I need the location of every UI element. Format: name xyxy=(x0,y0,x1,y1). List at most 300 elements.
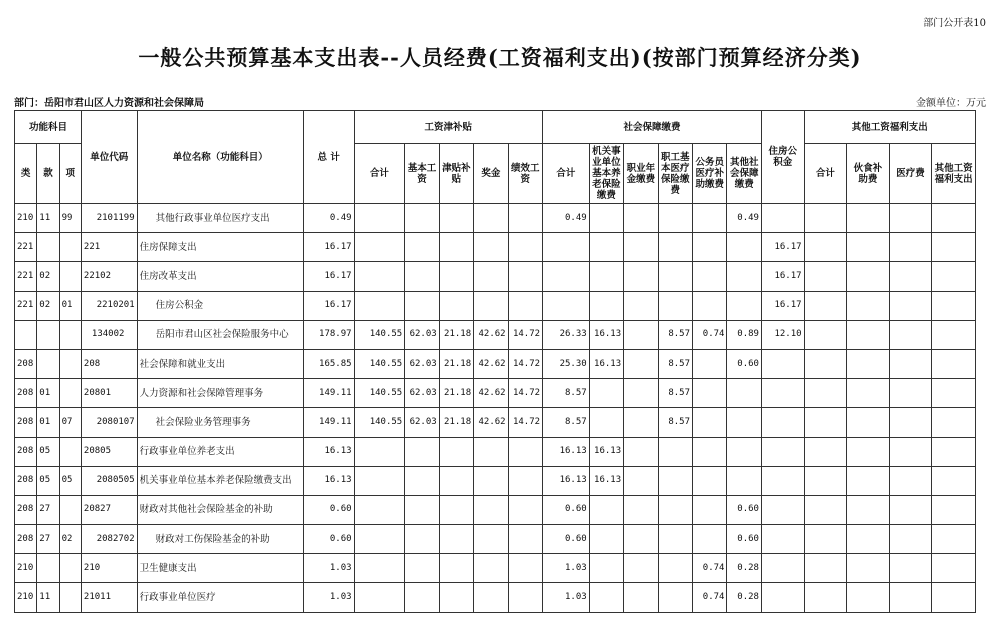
base-wage-cell: 62.03 xyxy=(405,379,439,408)
meal-cell xyxy=(847,320,890,349)
other-welfare-cell xyxy=(932,262,976,291)
kuan-header: 款 xyxy=(37,144,59,204)
other-total-cell xyxy=(804,554,847,583)
wage-total-cell: 140.55 xyxy=(354,379,405,408)
xiang-cell xyxy=(59,262,81,291)
table-row xyxy=(15,291,976,320)
medical-fee-cell xyxy=(889,554,932,583)
meal-cell xyxy=(847,554,890,583)
other-welfare-cell xyxy=(932,495,976,524)
medical-fee-cell xyxy=(889,291,932,320)
func-subject-header: 功能科目 xyxy=(15,111,82,144)
kuan-cell: 27 xyxy=(37,525,59,554)
wage-total-cell xyxy=(354,466,405,495)
table-row xyxy=(15,233,976,262)
unit-code-cell: 2210201 xyxy=(81,291,137,320)
kuan-cell xyxy=(37,554,59,583)
annuity-cell xyxy=(624,204,658,233)
civil-medical-cell xyxy=(693,262,727,291)
unit-code-cell: 22102 xyxy=(81,262,137,291)
pension-cell: 16.13 xyxy=(589,437,623,466)
table-body xyxy=(15,204,976,613)
xiang-cell xyxy=(59,349,81,378)
base-wage-cell xyxy=(405,495,439,524)
annuity-cell xyxy=(624,379,658,408)
ss-total-cell: 16.13 xyxy=(543,437,590,466)
base-wage-cell xyxy=(405,204,439,233)
allowance-cell xyxy=(439,525,473,554)
unit-name-cell: 岳阳市君山区社会保险服务中心 xyxy=(137,320,303,349)
housing-cell xyxy=(761,349,804,378)
bonus-cell xyxy=(474,437,508,466)
bonus-cell xyxy=(474,554,508,583)
medical-cell xyxy=(658,495,692,524)
other-ss-cell: 0.60 xyxy=(727,525,762,554)
table-row xyxy=(15,437,976,466)
total-cell: 1.03 xyxy=(303,583,354,612)
bonus-cell: 42.62 xyxy=(474,320,508,349)
ss-total-cell xyxy=(543,291,590,320)
medical-cell xyxy=(658,554,692,583)
base-wage-cell xyxy=(405,583,439,612)
unit-code-header: 单位代码 xyxy=(81,111,137,204)
xiang-header: 项 xyxy=(59,144,81,204)
other-ss-cell xyxy=(727,291,762,320)
base-wage-cell xyxy=(405,233,439,262)
annuity-header: 职业年金缴费 xyxy=(624,144,658,204)
medical-cell xyxy=(658,262,692,291)
pension-cell: 16.13 xyxy=(589,320,623,349)
medical-fee-cell xyxy=(889,262,932,291)
xiang-cell: 01 xyxy=(59,291,81,320)
housing-cell: 16.17 xyxy=(761,262,804,291)
other-total-cell xyxy=(804,583,847,612)
table-row xyxy=(15,204,976,233)
wage-total-cell xyxy=(354,233,405,262)
performance-wage-cell xyxy=(508,233,542,262)
annuity-cell xyxy=(624,466,658,495)
xiang-cell: 99 xyxy=(59,204,81,233)
medical-fee-cell xyxy=(889,408,932,437)
meal-cell xyxy=(847,204,890,233)
unit-name-cell: 住房改革支出 xyxy=(137,262,303,291)
allowance-cell: 21.18 xyxy=(439,379,473,408)
ss-total-cell: 0.49 xyxy=(543,204,590,233)
base-wage-cell xyxy=(405,466,439,495)
total-cell: 16.17 xyxy=(303,233,354,262)
other-welfare-cell xyxy=(932,349,976,378)
performance-wage-cell xyxy=(508,554,542,583)
other-welfare-cell xyxy=(932,554,976,583)
bonus-cell: 42.62 xyxy=(474,349,508,378)
kuan-cell: 01 xyxy=(37,379,59,408)
table-row xyxy=(15,525,976,554)
allowance-cell: 21.18 xyxy=(439,349,473,378)
other-total-cell xyxy=(804,466,847,495)
annuity-cell xyxy=(624,349,658,378)
xiang-cell: 05 xyxy=(59,466,81,495)
other-welfare-cell xyxy=(932,583,976,612)
unit-code-cell: 221 xyxy=(81,233,137,262)
lei-cell: 210 xyxy=(15,583,37,612)
other-ss-cell: 0.60 xyxy=(727,495,762,524)
allowance-cell: 21.18 xyxy=(439,320,473,349)
unit-name-header: 单位名称（功能科目） xyxy=(137,111,303,204)
allowance-cell xyxy=(439,583,473,612)
other-ss-cell: 0.89 xyxy=(727,320,762,349)
allowance-header: 津贴补贴 xyxy=(439,144,473,204)
unit-name-cell: 住房公积金 xyxy=(137,291,303,320)
medical-fee-cell xyxy=(889,437,932,466)
total-cell: 149.11 xyxy=(303,379,354,408)
other-total-cell xyxy=(804,525,847,554)
other-welfare-cell xyxy=(932,204,976,233)
table-row xyxy=(15,495,976,524)
lei-cell: 208 xyxy=(15,349,37,378)
unit-code-cell: 20801 xyxy=(81,379,137,408)
lei-cell: 208 xyxy=(15,495,37,524)
unit-code-cell: 20827 xyxy=(81,495,137,524)
table-row xyxy=(15,554,976,583)
ss-total-cell xyxy=(543,233,590,262)
kuan-cell: 27 xyxy=(37,495,59,524)
lei-header: 类 xyxy=(15,144,37,204)
performance-wage-cell xyxy=(508,291,542,320)
allowance-cell: 21.18 xyxy=(439,408,473,437)
other-welfare-cell xyxy=(932,525,976,554)
other-ss-cell xyxy=(727,466,762,495)
performance-wage-cell: 14.72 xyxy=(508,320,542,349)
meal-cell xyxy=(847,349,890,378)
unit-code-cell: 2080107 xyxy=(81,408,137,437)
ss-total-cell: 16.13 xyxy=(543,466,590,495)
unit-name-cell: 行政事业单位养老支出 xyxy=(137,437,303,466)
other-ss-cell xyxy=(727,233,762,262)
unit-name-cell: 住房保障支出 xyxy=(137,233,303,262)
table-row xyxy=(15,466,976,495)
kuan-cell xyxy=(37,349,59,378)
total-cell: 1.03 xyxy=(303,554,354,583)
meal-cell xyxy=(847,437,890,466)
pension-cell xyxy=(589,525,623,554)
performance-wage-cell: 14.72 xyxy=(508,349,542,378)
kuan-cell: 05 xyxy=(37,466,59,495)
housing-fund-header: 住房公积金 xyxy=(761,111,804,204)
ss-total-cell: 1.03 xyxy=(543,583,590,612)
wage-total-cell: 140.55 xyxy=(354,320,405,349)
wage-total-cell xyxy=(354,204,405,233)
other-total-cell xyxy=(804,291,847,320)
unit-code-cell: 20805 xyxy=(81,437,137,466)
xiang-cell xyxy=(59,379,81,408)
pension-cell xyxy=(589,262,623,291)
ss-total-cell: 8.57 xyxy=(543,408,590,437)
medical-fee-cell xyxy=(889,204,932,233)
medical-fee-cell xyxy=(889,495,932,524)
social-security-group-header: 社会保障缴费 xyxy=(543,111,762,144)
department-label: 部门：岳阳市君山区人力资源和社会保障局 xyxy=(14,98,204,109)
allowance-cell xyxy=(439,204,473,233)
wage-total-cell: 140.55 xyxy=(354,408,405,437)
civil-medical-cell xyxy=(693,408,727,437)
wage-total-cell xyxy=(354,583,405,612)
kuan-cell xyxy=(37,320,59,349)
kuan-cell: 05 xyxy=(37,437,59,466)
ss-total-cell xyxy=(543,262,590,291)
pension-cell: 16.13 xyxy=(589,349,623,378)
kuan-cell xyxy=(37,233,59,262)
annuity-cell xyxy=(624,495,658,524)
allowance-cell xyxy=(439,495,473,524)
base-wage-cell xyxy=(405,554,439,583)
medical-fee-cell xyxy=(889,349,932,378)
table-row xyxy=(15,262,976,291)
lei-cell: 208 xyxy=(15,466,37,495)
civil-medical-cell: 0.74 xyxy=(693,320,727,349)
other-welfare-cell xyxy=(932,320,976,349)
lei-cell: 221 xyxy=(15,233,37,262)
ss-total-cell: 25.30 xyxy=(543,349,590,378)
other-ss-cell: 0.28 xyxy=(727,554,762,583)
allowance-cell xyxy=(439,554,473,583)
lei-cell: 221 xyxy=(15,291,37,320)
annuity-cell xyxy=(624,320,658,349)
other-ss-cell xyxy=(727,437,762,466)
civil-medical-cell: 0.74 xyxy=(693,583,727,612)
housing-cell xyxy=(761,466,804,495)
amount-unit-label: 金额单位：万元 xyxy=(916,98,986,109)
housing-cell: 12.10 xyxy=(761,320,804,349)
other-social-security-header: 其他社会保障缴费 xyxy=(727,144,762,204)
pension-cell xyxy=(589,583,623,612)
civil-medical-cell xyxy=(693,466,727,495)
pension-cell xyxy=(589,379,623,408)
annuity-cell xyxy=(624,583,658,612)
other-welfare-cell xyxy=(932,466,976,495)
unit-code-cell: 134002 xyxy=(81,320,137,349)
meal-subsidy-header: 伙食补助费 xyxy=(847,144,890,204)
bonus-cell: 42.62 xyxy=(474,379,508,408)
performance-wage-cell xyxy=(508,495,542,524)
meal-cell xyxy=(847,466,890,495)
other-ss-cell xyxy=(727,408,762,437)
medical-fee-cell xyxy=(889,466,932,495)
pension-cell xyxy=(589,291,623,320)
kuan-cell: 11 xyxy=(37,204,59,233)
xiang-cell xyxy=(59,320,81,349)
ss-total-cell: 0.60 xyxy=(543,495,590,524)
ss-total-cell: 8.57 xyxy=(543,379,590,408)
base-wage-cell: 62.03 xyxy=(405,349,439,378)
medical-cell: 8.57 xyxy=(658,349,692,378)
base-wage-cell xyxy=(405,262,439,291)
meal-cell xyxy=(847,262,890,291)
performance-wage-cell: 14.72 xyxy=(508,408,542,437)
other-total-cell xyxy=(804,349,847,378)
kuan-cell: 02 xyxy=(37,291,59,320)
other-ss-cell xyxy=(727,262,762,291)
pension-cell xyxy=(589,408,623,437)
table-row xyxy=(15,320,976,349)
bonus-header: 奖金 xyxy=(474,144,508,204)
pension-cell xyxy=(589,495,623,524)
performance-wage-cell: 14.72 xyxy=(508,379,542,408)
meal-cell xyxy=(847,379,890,408)
medical-fee-cell xyxy=(889,379,932,408)
civil-medical-cell xyxy=(693,204,727,233)
base-wage-cell: 62.03 xyxy=(405,408,439,437)
ss-total-cell: 1.03 xyxy=(543,554,590,583)
allowance-cell xyxy=(439,466,473,495)
total-cell: 16.17 xyxy=(303,291,354,320)
total-cell: 0.49 xyxy=(303,204,354,233)
bonus-cell xyxy=(474,466,508,495)
total-cell: 0.60 xyxy=(303,495,354,524)
medical-fee-cell xyxy=(889,583,932,612)
annuity-cell xyxy=(624,525,658,554)
medical-cell xyxy=(658,233,692,262)
unit-code-cell: 2101199 xyxy=(81,204,137,233)
housing-cell xyxy=(761,525,804,554)
total-cell: 0.60 xyxy=(303,525,354,554)
other-total-header: 合计 xyxy=(804,144,847,204)
housing-cell xyxy=(761,204,804,233)
wage-total-cell xyxy=(354,554,405,583)
lei-cell xyxy=(15,320,37,349)
unit-name-cell: 其他行政事业单位医疗支出 xyxy=(137,204,303,233)
wage-group-header: 工资津补贴 xyxy=(354,111,543,144)
medical-cell: 8.57 xyxy=(658,379,692,408)
performance-wage-cell xyxy=(508,437,542,466)
base-wage-cell xyxy=(405,525,439,554)
ss-total-cell: 0.60 xyxy=(543,525,590,554)
budget-table xyxy=(14,110,976,613)
pension-cell xyxy=(589,233,623,262)
medical-fee-cell xyxy=(889,320,932,349)
bonus-cell xyxy=(474,495,508,524)
unit-code-cell: 208 xyxy=(81,349,137,378)
other-welfare-cell xyxy=(932,437,976,466)
civil-servant-medical-header: 公务员医疗补助缴费 xyxy=(693,144,727,204)
other-welfare-cell xyxy=(932,291,976,320)
lei-cell: 208 xyxy=(15,437,37,466)
lei-cell: 210 xyxy=(15,204,37,233)
pension-cell: 16.13 xyxy=(589,466,623,495)
performance-wage-cell xyxy=(508,525,542,554)
other-total-cell xyxy=(804,437,847,466)
total-cell: 16.13 xyxy=(303,466,354,495)
housing-cell xyxy=(761,379,804,408)
civil-medical-cell: 0.74 xyxy=(693,554,727,583)
unit-code-cell: 21011 xyxy=(81,583,137,612)
kuan-cell: 01 xyxy=(37,408,59,437)
other-welfare-cell xyxy=(932,233,976,262)
total-cell: 16.17 xyxy=(303,262,354,291)
annuity-cell xyxy=(624,262,658,291)
bonus-cell xyxy=(474,204,508,233)
civil-medical-cell xyxy=(693,495,727,524)
housing-cell xyxy=(761,554,804,583)
other-welfare-cell xyxy=(932,408,976,437)
civil-medical-cell xyxy=(693,437,727,466)
xiang-cell: 07 xyxy=(59,408,81,437)
housing-cell: 16.17 xyxy=(761,291,804,320)
annuity-cell xyxy=(624,233,658,262)
unit-name-cell: 财政对其他社会保险基金的补助 xyxy=(137,495,303,524)
kuan-cell: 11 xyxy=(37,583,59,612)
allowance-cell xyxy=(439,262,473,291)
medical-cell: 8.57 xyxy=(658,320,692,349)
medical-fee-header: 医疗费 xyxy=(889,144,932,204)
housing-cell: 16.17 xyxy=(761,233,804,262)
total-cell: 149.11 xyxy=(303,408,354,437)
unit-name-cell: 卫生健康支出 xyxy=(137,554,303,583)
ss-total-header: 合计 xyxy=(543,144,590,204)
annuity-cell xyxy=(624,408,658,437)
base-wage-cell: 62.03 xyxy=(405,320,439,349)
civil-medical-cell xyxy=(693,233,727,262)
other-total-cell xyxy=(804,320,847,349)
bonus-cell xyxy=(474,233,508,262)
base-wage-header: 基本工资 xyxy=(405,144,439,204)
allowance-cell xyxy=(439,233,473,262)
other-ss-cell: 0.60 xyxy=(727,349,762,378)
unit-code-cell: 2082702 xyxy=(81,525,137,554)
other-total-cell xyxy=(804,204,847,233)
pension-insurance-header: 机关事业单位基本养老保险缴费 xyxy=(589,144,623,204)
medical-cell xyxy=(658,583,692,612)
other-ss-cell: 0.28 xyxy=(727,583,762,612)
bonus-cell xyxy=(474,291,508,320)
wage-total-cell xyxy=(354,495,405,524)
unit-name-cell: 行政事业单位医疗 xyxy=(137,583,303,612)
xiang-cell xyxy=(59,437,81,466)
performance-wage-cell xyxy=(508,583,542,612)
xiang-cell xyxy=(59,583,81,612)
civil-medical-cell xyxy=(693,379,727,408)
unit-name-cell: 机关事业单位基本养老保险缴费支出 xyxy=(137,466,303,495)
meal-cell xyxy=(847,233,890,262)
meal-cell xyxy=(847,291,890,320)
other-total-cell xyxy=(804,262,847,291)
medical-fee-cell xyxy=(889,233,932,262)
medical-fee-cell xyxy=(889,525,932,554)
other-welfare-header: 其他工资福利支出 xyxy=(932,144,976,204)
medical-cell: 8.57 xyxy=(658,408,692,437)
other-ss-cell: 0.49 xyxy=(727,204,762,233)
allowance-cell xyxy=(439,291,473,320)
annuity-cell xyxy=(624,291,658,320)
unit-code-cell: 210 xyxy=(81,554,137,583)
total-cell: 178.97 xyxy=(303,320,354,349)
other-total-cell xyxy=(804,408,847,437)
kuan-cell: 02 xyxy=(37,262,59,291)
table-row xyxy=(15,379,976,408)
bonus-cell xyxy=(474,525,508,554)
civil-medical-cell xyxy=(693,525,727,554)
performance-wage-header: 绩效工资 xyxy=(508,144,542,204)
unit-name-cell: 社会保障和就业支出 xyxy=(137,349,303,378)
other-total-cell xyxy=(804,495,847,524)
wage-total-cell xyxy=(354,291,405,320)
meal-cell xyxy=(847,583,890,612)
lei-cell: 208 xyxy=(15,379,37,408)
annuity-cell xyxy=(624,554,658,583)
unit-code-cell: 2080505 xyxy=(81,466,137,495)
allowance-cell xyxy=(439,437,473,466)
lei-cell: 221 xyxy=(15,262,37,291)
bonus-cell: 42.62 xyxy=(474,408,508,437)
